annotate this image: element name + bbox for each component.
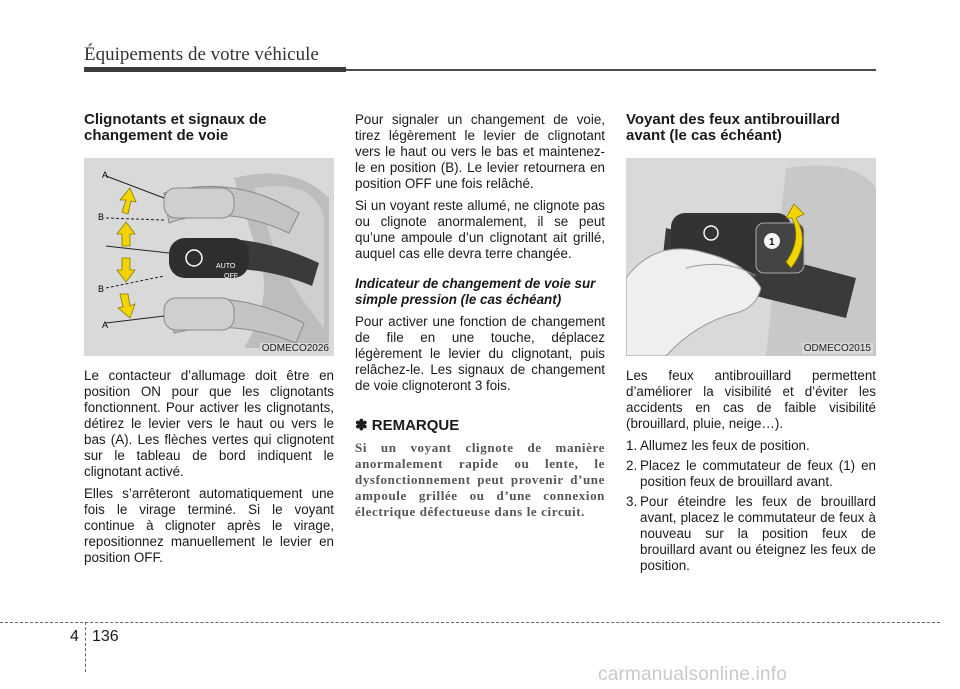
paragraph: Les feux antibrouillard permettent d’améliorer la visibilité et d’éviter les accidents en cas de faible visibilité (brouillard, pluie, neige…). [626,368,876,431]
fog-light-switch-illustration [626,158,876,356]
list-item: 3. Pour éteindre les feux de brouillard avant, placez le commutateur de feux à nouveau sur la position feux de brouillard avant ou éteignez les feux de position. [626,494,876,573]
paragraph: Elles s’arrêteront automatiquement une fois le virage terminé. Si le voyant continue à clignoter après le virage, repositionnez manuellement le levier en position OFF. [84,486,334,565]
page-header-title: Équipements de votre véhicule [84,44,319,65]
figure-code: ODMECO2015 [803,343,871,354]
label-b-bottom: B [98,284,105,294]
figure-code: ODMECO2026 [261,343,329,354]
note-text: Si un voyant clignote de manière anormalement rapide ou lente, le dysfonctionnement peut provenir d’une ampoule grillée ou d’une connexion électrique défectueuse dans le circuit. [355,440,605,519]
figure-turn-signal-lever [84,158,334,356]
paragraph: Le contacteur d’allumage doit être en position ON pour que les clignotants fonctionnent. Pour activer les clignotants, détirez le levier vers le haut ou vers le bas (A). Les flèches vertes qui clignotent sur le tableau de bord indiquent le clignotant activé. [84,368,334,479]
list-item: 2. Placez le commutateur de feux (1) en position feux de brouillard avant. [626,458,876,489]
direction-arrows [117,188,136,318]
header-rule [346,69,876,71]
lever-label-auto: AUTO [216,263,236,270]
arrow-up-right-icon [120,188,136,214]
watermark: carmanualsonline.info [598,664,788,685]
paragraph: Pour activer une fonction de changement de file en une touche, déplacez légèrement le levier du clignotant, puis relâchez-le. Les signaux de changement de voie clignoteront 3 fois. [355,314,605,393]
column-right [626,112,876,578]
list-item: 1. Allumez les feux de position. [626,438,810,453]
paragraph: Pour signaler un changement de voie, tirez légèrement le levier de clignotant vers le haut ou vers le bas et maintenez-le en position (B). Le levier retournera en position OFF une fois relâché. [355,112,605,191]
figure-fog-light-switch [626,158,876,356]
subheading-one-touch-signal: Indicateur de changement de voie sur simple pression (le cas échéant) [355,276,596,307]
footer-vertical-divider [85,622,86,672]
label-a-bottom: A [102,320,109,330]
section-heading-turn-signals: Clignotants et signaux de changement de voie [84,111,267,144]
header-rule-dark [84,67,346,72]
lever-label-off: OFF [224,273,238,280]
section-heading-fog-lights: Voyant des feux antibrouillard avant (le cas échéant) [626,111,840,144]
note-title: ✽ REMARQUE [355,417,460,434]
column-left [84,112,334,572]
arrow-up-icon [117,222,135,246]
page-number: 136 [92,628,119,645]
label-a-top: A [102,170,109,180]
switch-label-1: 1 [769,237,775,248]
label-b-top: B [98,212,105,222]
paragraph: Si un voyant reste allumé, ne clignote pas ou clignote anormalement, il se peut qu’une ampoule d’un clignotant ait grillé, auquel cas elle devra terre changée. [355,198,605,261]
arrow-down-right-icon [118,294,135,318]
turn-signal-lever-illustration [84,158,334,356]
footer-divider [0,622,940,623]
chapter-number: 4 [70,628,79,645]
steps-list [626,438,876,574]
arrow-down-icon [117,258,135,282]
column-middle [355,112,605,520]
